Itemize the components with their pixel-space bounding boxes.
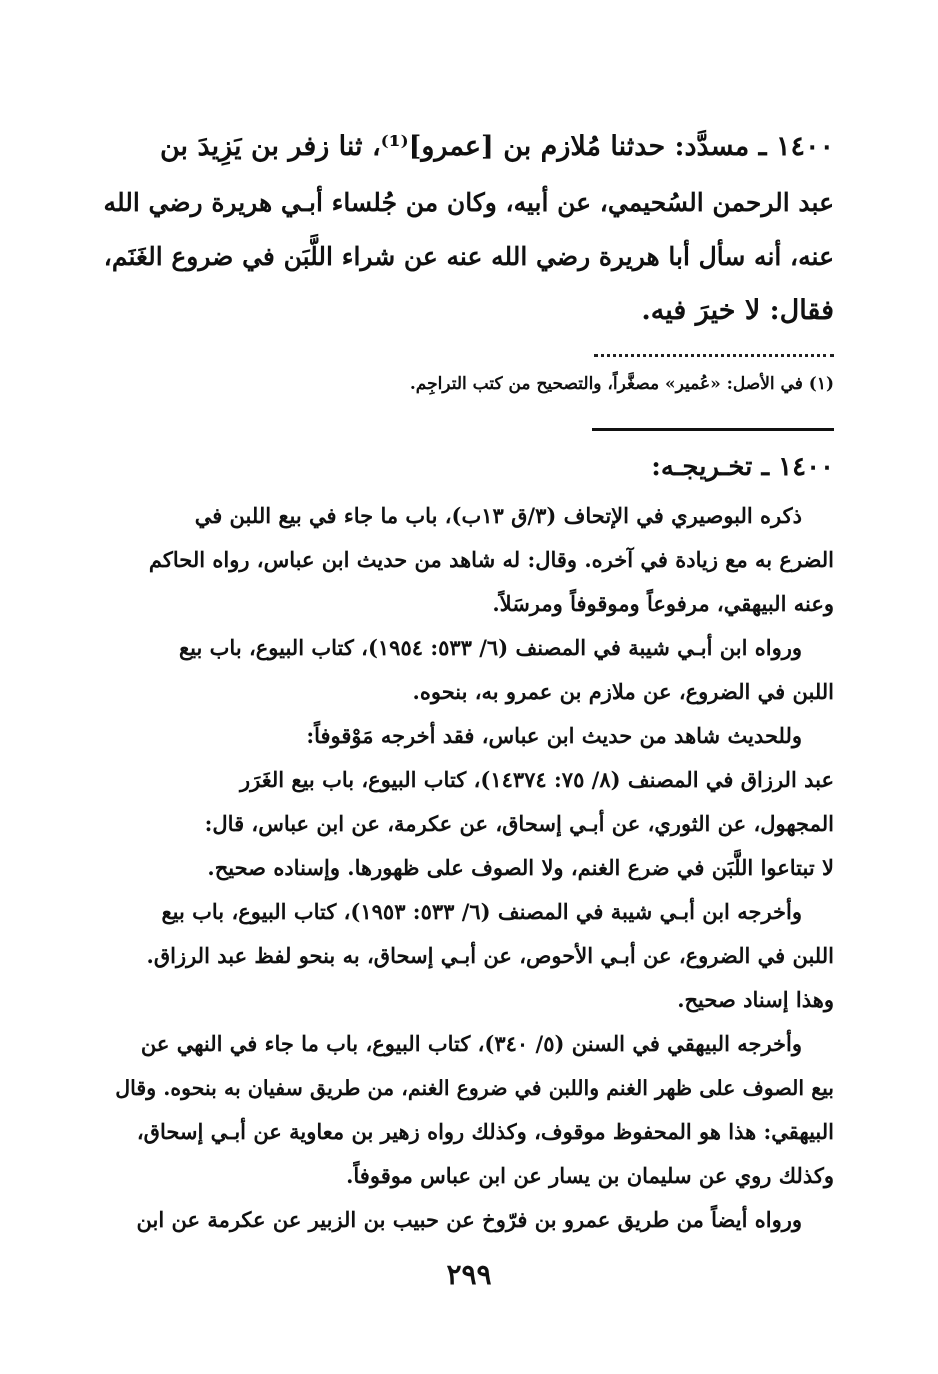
takhrij-line: وكذلك روي عن سليمان بن يسار عن ابن عباس موقوفاً. — [346, 1163, 834, 1188]
takhrij-line: لا تبتاعوا اللَّبَن في ضرع الغنم، ولا الصوف على ظهورها. وإسناده صحيح. — [207, 855, 834, 880]
takhrij-line: ذكره البوصيري في الإتحاف (٣/ق ١٣ب)، باب ما جاء في بيع اللبن في — [194, 503, 802, 528]
takhrij-line: وأخرجه البيهقي في السنن (٥/ ٣٤٠)، كتاب البيوع، باب ما جاء في النهي عن — [140, 1031, 802, 1056]
takhrij-line: البيهقي: هذا هو المحفوظ موقوف، وكذلك رواه زهير بن معاوية عن أبـي إسحاق، — [136, 1119, 834, 1144]
footnote: (١) في الأصل: «عُمير» مصغَّراً، والتصحيح من كتب التراجِم. — [409, 374, 834, 394]
hadith-line-4: فقال: لا خيرَ فيه. — [641, 295, 834, 326]
takhrij-line: وهذا إسناد صحيح. — [677, 987, 834, 1012]
page-number: ٢٩٩ — [446, 1258, 492, 1291]
takhrij-heading: ١٤٠٠ ـ تخـريجـه: — [651, 452, 834, 482]
takhrij-line: وأخرجه ابن أبـي شيبة في المصنف (٦/ ٥٣٣: ١٩٥٣)، كتاب البيوع، باب بيع — [161, 899, 802, 924]
takhrij-line: اللبن في الضروع، عن ملازم بن عمرو به، بنحوه. — [412, 679, 834, 704]
takhrij-line: عبد الرزاق في المصنف (٨/ ٧٥: ١٤٣٧٤)، كتاب البيوع، باب بيع الغَرَر — [240, 767, 834, 792]
takhrij-line: ورواه أيضاً من طريق عمرو بن فرّوخ عن حبيب بن الزبير عن عكرمة عن ابن — [136, 1207, 802, 1232]
hadith-line-3: عنه، أنه سأل أبا هريرة رضي الله عنه عن شراء اللَّبَن في ضروع الغَنَم، — [103, 242, 834, 271]
takhrij-line: وللحديث شاهد من حديث ابن عباس، فقد أخرجه مَوْقوفاً: — [306, 723, 802, 748]
footnote-separator — [594, 344, 834, 357]
hadith-line-1: ١٤٠٠ ـ مسدَّد: حدثنا مُلازم بن [عمرو]⁽¹⁾، ثنا زفر بن يَزِيدَ بن — [160, 131, 834, 162]
takhrij-line: وعنه البيهقي، مرفوعاً وموقوفاً ومرسَلاً. — [492, 591, 834, 616]
hadith-line-2: عبد الرحمن السُحيمي، عن أبيه، وكان من جُلساء أبـي هريرة رضي الله — [103, 188, 834, 217]
takhrij-line: الضرع به مع زيادة في آخره. وقال: له شاهد من حديث ابن عباس، رواه الحاكم — [148, 547, 834, 572]
takhrij-line: بيع الصوف على ظهر الغنم واللبن في ضروع الغنم، من طريق سفيان به بنحوه. وقال — [115, 1076, 834, 1100]
takhrij-line: اللبن في الضروع، عن أبـي الأحوص، عن أبـي إسحاق، به بنحو لفظ عبد الرزاق. — [146, 943, 834, 968]
takhrij-line: ورواه ابن أبـي شيبة في المصنف (٦/ ٥٣٣: ١٩٥٤)، كتاب البيوع، باب بيع — [178, 635, 802, 660]
section-rule — [592, 428, 834, 431]
takhrij-line: المجهول، عن الثوري، عن أبـي إسحاق، عن عكرمة، عن ابن عباس، قال: — [204, 811, 834, 836]
